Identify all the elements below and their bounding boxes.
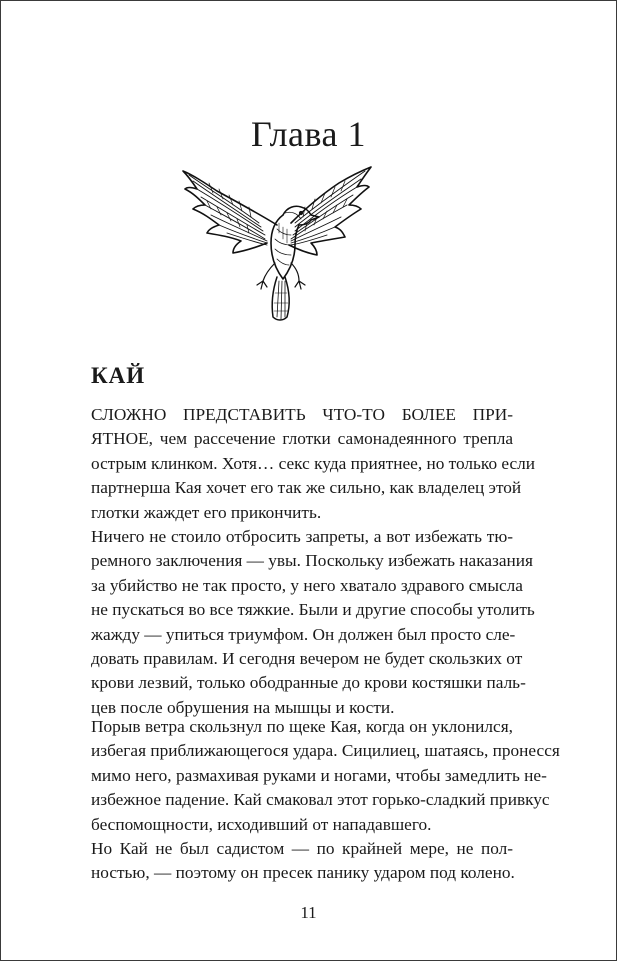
text-line: избегая приближающегося удара. Сицилиец, шатаясь, пронесся xyxy=(91,741,560,761)
paragraph-3 xyxy=(91,715,560,837)
paragraph-1 xyxy=(91,403,536,525)
text-line: ЯТНОЕ, чем рассечение глотки самонадеянного трепла xyxy=(91,429,513,449)
text-line: Но Кай не был садистом — по крайней мере, не пол- xyxy=(91,839,513,858)
paragraph-4 xyxy=(91,837,513,886)
chapter-title: Глава 1 xyxy=(250,114,367,154)
text-line: Порыв ветра скользнул по щеке Кая, когда он уклонился, xyxy=(91,717,513,736)
text-line: СЛОЖНО ПРЕДСТАВИТЬ ЧТО-ТО БОЛЕЕ ПРИ- xyxy=(91,405,513,424)
raven-illustration xyxy=(179,163,375,331)
text-line: довать правилам. И сегодня вечером не будет скользких от xyxy=(91,648,523,668)
text-line: острым клинком. Хотя… секс куда приятнее, но только если xyxy=(91,453,536,473)
text-line: избежное падение. Кай смаковал этот горько-сладкий привкус xyxy=(91,790,550,810)
text-line: ностью, — поэтому он пресек панику ударом под колено. xyxy=(91,863,515,883)
page-number: 11 xyxy=(300,903,317,922)
text-line: крови лезвий, только ободранные до крови костяшки паль- xyxy=(91,673,526,693)
character-heading: КАЙ xyxy=(91,363,146,388)
text-line: цев после обрушения на мышцы и кости. xyxy=(91,697,395,717)
text-line: за убийство не так просто, у него хватало здравого смысла xyxy=(91,575,523,595)
text-line: глотки жаждет его прикончить. xyxy=(91,502,322,522)
text-line: Ничего не стоило отбросить запреты, а вот избежать тю- xyxy=(91,527,513,546)
paragraph-2 xyxy=(91,525,535,720)
text-line: ремного заключения — увы. Поскольку избежать наказания xyxy=(91,551,533,571)
text-line: жажду — упиться триумфом. Он должен был просто сле- xyxy=(91,624,516,644)
text-line: беспомощности, исходивший от нападавшего. xyxy=(91,814,432,834)
text-line: партнерша Кая хочет его так же сильно, как владелец этой xyxy=(91,478,522,498)
text-line: мимо него, размахивая руками и ногами, чтобы замедлить не- xyxy=(91,765,547,785)
text-line: не пускаться во все тяжкие. Были и другие способы утолить xyxy=(91,600,535,620)
